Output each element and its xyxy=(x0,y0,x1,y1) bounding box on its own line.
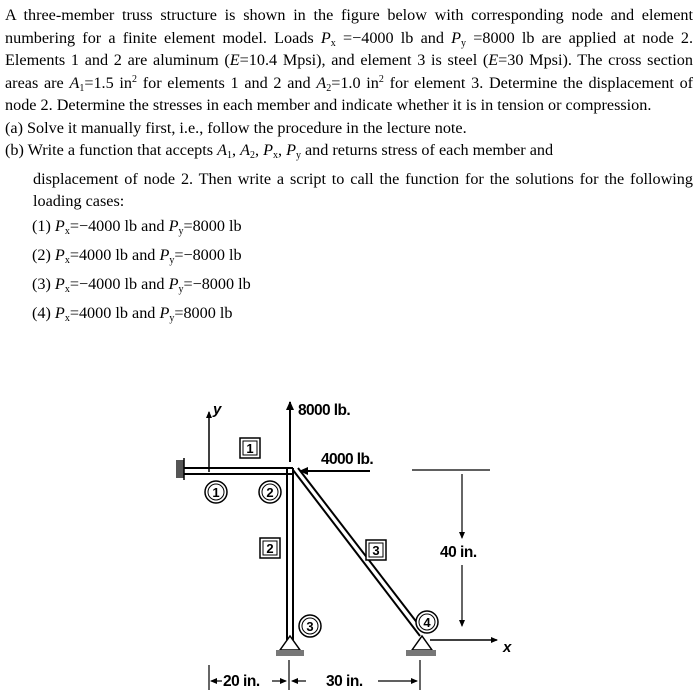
py-symbol: P xyxy=(159,245,170,264)
and-text: and xyxy=(132,303,156,322)
a1-rest: for elements 1 and 2 and xyxy=(142,73,311,92)
case-px-value: =−4000 lb xyxy=(69,216,138,235)
element-3-member xyxy=(293,468,425,636)
py-subscript: y xyxy=(461,37,467,49)
py-symbol: P xyxy=(168,216,179,235)
case-label: (3) xyxy=(32,274,51,293)
part-b-text-2: and returns stress of each member and xyxy=(305,141,554,159)
part-b-continued: displacement of node 2. Then write a script to call the function for the solutions for the following loading cases: xyxy=(33,169,693,210)
px-symbol: P xyxy=(54,274,65,293)
py-symbol: P xyxy=(168,274,179,293)
node-label-4 xyxy=(416,611,438,633)
px-value: −4000 lb xyxy=(352,28,414,47)
intro-text-3: for element 3. Determine the displacement of node 2. Determine the stresses in each member and indicate whether it is in tension or compression. xyxy=(5,73,694,114)
right-span-label: 30 in. xyxy=(326,673,363,690)
px-subscript: x xyxy=(64,312,70,324)
py-subscript: y xyxy=(295,150,301,161)
a1-symbol: A xyxy=(69,73,80,92)
case-py-value: =8000 lb xyxy=(183,216,242,235)
element-1-member xyxy=(184,468,293,474)
horizontal-load-arrow xyxy=(300,451,373,471)
px-subscript: x xyxy=(272,150,278,161)
height-dimension-label: 40 in. xyxy=(440,544,477,561)
and-text: and xyxy=(420,28,444,47)
a1-symbol: A xyxy=(217,141,227,159)
py-subscript: y xyxy=(169,312,175,324)
px-symbol: P xyxy=(54,303,65,322)
px-subscript: x xyxy=(64,225,70,237)
py-subscript: y xyxy=(169,254,175,266)
element-2-number: 2 xyxy=(266,541,274,556)
a2-subscript: 2 xyxy=(249,150,255,161)
a1-value: =1.5 in xyxy=(84,73,132,92)
px-subscript: x xyxy=(64,283,70,295)
horizontal-load-label: 4000 lb. xyxy=(321,451,374,468)
node-label-1 xyxy=(205,481,227,503)
e-steel-value: =30 Mpsi). The cross section areas are xyxy=(5,51,693,92)
y-axis-label: y xyxy=(213,401,222,418)
element-label-3 xyxy=(366,540,386,560)
e-symbol: E xyxy=(488,51,499,69)
node-1-number: 1 xyxy=(212,485,220,500)
intro-text-2: applied at node 2. Elements 1 and 2 are aluminum ( xyxy=(5,28,694,69)
e-symbol: E xyxy=(229,51,240,69)
a1-subscript: 1 xyxy=(227,150,232,161)
py-value: 8000 lb xyxy=(482,28,535,47)
height-dimension xyxy=(412,470,490,626)
and-text: and xyxy=(132,245,156,264)
a2-value: =1.0 in xyxy=(331,73,379,92)
px-symbol: P xyxy=(54,245,65,264)
left-span-label: 20 in. xyxy=(223,673,260,690)
case-label: (1) xyxy=(32,216,51,235)
case-label: (4) xyxy=(32,303,51,322)
problem-intro: A three-member truss structure is shown in the figure below with corresponding node and element numbering for a finite element model. Loads $P_x =-4000$ lb and $P_y =8000$ lb are applied at node 2. Elements 1 and 2 are aluminum (E=10.4 Mpsi), and element 3 is steel (E=30 Mpsi). The cross section areas are $A_1=1.5$ $in^2$ for elements 1 and 2 and $A_2=1.0$ $in^2$ for element 3. Determine the displacement of node 2. Determine the stresses in each member and indicate whether it is in tension or compression. xyxy=(5,6,694,114)
bottom-dimensions xyxy=(209,660,420,690)
pin-support-node-3 xyxy=(276,636,304,656)
and-text: and xyxy=(141,274,165,293)
case-label: (2) xyxy=(32,245,51,264)
part-a: (a) Solve it manually first, i.e., follow the procedure in the lecture note. xyxy=(5,118,467,137)
case-py-value: =−8000 lb xyxy=(183,274,251,293)
case-px-value: =4000 lb xyxy=(69,245,128,264)
px-symbol: P xyxy=(320,28,331,47)
element-label-1 xyxy=(240,438,260,458)
case-py-value: =−8000 lb xyxy=(174,245,242,264)
case-px-value: =4000 lb xyxy=(69,303,128,322)
pin-support-node-4 xyxy=(406,636,436,656)
vertical-load-label: 8000 lb. xyxy=(298,402,351,419)
case-py-value: =8000 lb xyxy=(174,303,233,322)
py-symbol: P xyxy=(159,303,170,322)
py-subscript: y xyxy=(178,225,184,237)
a2-symbol: A xyxy=(240,141,250,159)
squared: 2 xyxy=(378,73,384,85)
a1-subscript: 1 xyxy=(79,82,85,94)
element-label-2 xyxy=(260,538,280,558)
part-b-text-1: (b) Write a function that accepts xyxy=(5,141,214,159)
part-b: (b) Write a function that accepts $A_1$, $A_2$, $P_x$, $P_y$ and returns stress of each member and xyxy=(5,141,554,161)
a2-symbol: A xyxy=(316,73,327,92)
a2-subscript: 2 xyxy=(326,82,332,94)
py-symbol: P xyxy=(286,141,296,159)
px-subscript: x xyxy=(64,254,70,266)
node-label-3 xyxy=(299,615,321,637)
px-subscript: x xyxy=(330,37,336,49)
intro-text-1: A three-member truss structure is shown in the figure below with corresponding node and element numbering for a finite element model. Loads xyxy=(5,6,693,47)
py-symbol: P xyxy=(451,28,462,47)
and-text: and xyxy=(141,216,165,235)
node-2-number: 2 xyxy=(266,485,274,500)
node-3-number: 3 xyxy=(306,619,314,634)
case-px-value: =−4000 lb xyxy=(69,274,138,293)
element-2-member xyxy=(287,468,293,640)
y-axis xyxy=(209,401,222,472)
node-label-2 xyxy=(259,481,281,503)
equals: = xyxy=(342,28,353,47)
squared: 2 xyxy=(132,73,137,85)
node-4-number: 4 xyxy=(423,615,431,630)
element-1-number: 1 xyxy=(246,441,254,456)
x-axis xyxy=(430,639,512,656)
e-aluminum-value: =10.4 Mpsi), and element 3 is steel ( xyxy=(239,51,489,69)
wall-support xyxy=(176,458,184,480)
x-axis-label: x xyxy=(503,639,512,656)
px-symbol: P xyxy=(54,216,65,235)
equals: = xyxy=(473,28,483,47)
py-subscript: y xyxy=(178,283,184,295)
element-3-number: 3 xyxy=(372,543,380,558)
px-symbol: P xyxy=(263,141,273,159)
